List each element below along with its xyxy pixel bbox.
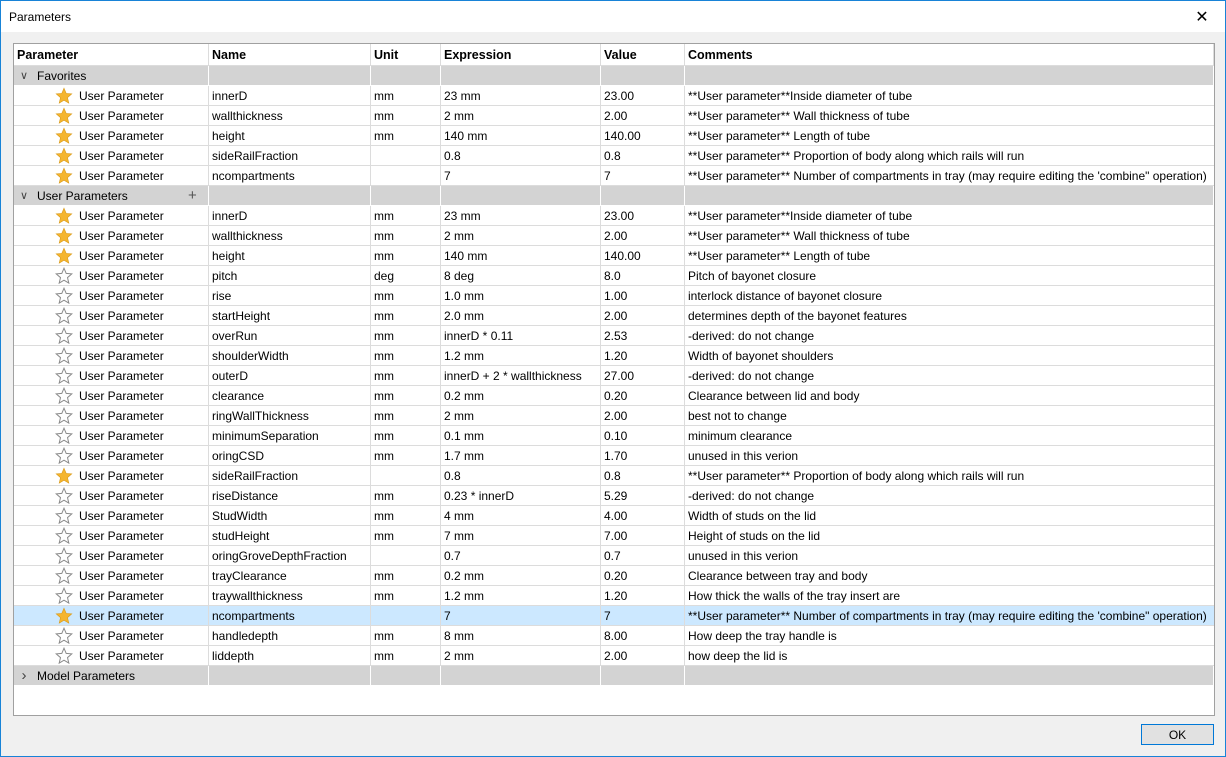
window-title: Parameters xyxy=(9,10,72,24)
unit-cell: mm xyxy=(371,346,441,366)
parameter-type: User Parameter xyxy=(79,469,164,483)
value-cell: 4.00 xyxy=(601,506,685,526)
group-empty-cell xyxy=(441,186,601,206)
parameter-cell xyxy=(14,626,209,646)
group-empty-cell xyxy=(209,666,371,686)
parameter-type: User Parameter xyxy=(79,149,164,163)
group-empty-cell xyxy=(685,666,1214,686)
group-row[interactable] xyxy=(14,66,1214,86)
column-header-unit[interactable]: Unit xyxy=(371,44,441,66)
group-empty-cell xyxy=(371,666,441,686)
expression-cell[interactable]: 7 mm xyxy=(441,526,601,546)
name-cell[interactable]: height xyxy=(209,126,371,146)
star-outline-icon[interactable] xyxy=(55,287,73,305)
expression-cell[interactable]: 0.2 mm xyxy=(441,566,601,586)
star-outline-icon[interactable] xyxy=(55,507,73,525)
parameter-cell xyxy=(14,106,209,126)
parameter-type: User Parameter xyxy=(79,369,164,383)
parameter-cell xyxy=(14,146,209,166)
name-cell[interactable]: minimumSeparation xyxy=(209,426,371,446)
value-cell: 0.8 xyxy=(601,466,685,486)
value-cell: 2.00 xyxy=(601,226,685,246)
parameter-cell xyxy=(14,506,209,526)
unit-cell: mm xyxy=(371,566,441,586)
parameter-cell xyxy=(14,606,209,626)
name-cell[interactable]: outerD xyxy=(209,366,371,386)
value-cell: 1.20 xyxy=(601,586,685,606)
parameter-cell xyxy=(14,306,209,326)
parameter-cell xyxy=(14,246,209,266)
unit-cell: mm xyxy=(371,326,441,346)
parameter-type: User Parameter xyxy=(79,609,164,623)
table-row[interactable] xyxy=(14,166,1214,186)
parameter-type: User Parameter xyxy=(79,389,164,403)
value-cell: 0.20 xyxy=(601,386,685,406)
parameter-type: User Parameter xyxy=(79,449,164,463)
group-label: User Parameters xyxy=(37,189,128,203)
expression-cell[interactable]: 1.7 mm xyxy=(441,446,601,466)
parameter-type: User Parameter xyxy=(79,229,164,243)
parameter-type: User Parameter xyxy=(79,209,164,223)
table-row[interactable] xyxy=(14,246,1214,266)
parameter-type: User Parameter xyxy=(79,589,164,603)
comment-cell[interactable]: how deep the lid is xyxy=(685,646,1214,666)
table-row[interactable] xyxy=(14,566,1214,586)
star-outline-icon[interactable] xyxy=(55,387,73,405)
expression-cell[interactable]: 2 mm xyxy=(441,226,601,246)
expression-cell[interactable]: 2 mm xyxy=(441,106,601,126)
star-outline-icon[interactable] xyxy=(55,347,73,365)
star-filled-icon[interactable] xyxy=(55,467,73,485)
star-filled-icon[interactable] xyxy=(55,107,73,125)
star-outline-icon[interactable] xyxy=(55,427,73,445)
column-header-name[interactable]: Name xyxy=(209,44,371,66)
comment-cell[interactable]: How thick the walls of the tray insert are xyxy=(685,586,1214,606)
value-cell: 7.00 xyxy=(601,526,685,546)
expression-cell[interactable]: 23 mm xyxy=(441,86,601,106)
parameter-cell xyxy=(14,166,209,186)
value-cell: 1.20 xyxy=(601,346,685,366)
comment-cell[interactable]: Height of studs on the lid xyxy=(685,526,1214,546)
comment-cell[interactable]: Width of studs on the lid xyxy=(685,506,1214,526)
expression-cell[interactable]: 1.2 mm xyxy=(441,346,601,366)
table-row[interactable] xyxy=(14,366,1214,386)
unit-cell: mm xyxy=(371,526,441,546)
group-empty-cell xyxy=(601,666,685,686)
star-outline-icon[interactable] xyxy=(55,407,73,425)
star-outline-icon[interactable] xyxy=(55,567,73,585)
parameter-type: User Parameter xyxy=(79,109,164,123)
value-cell: 1.70 xyxy=(601,446,685,466)
value-cell: 2.53 xyxy=(601,326,685,346)
ok-button[interactable]: OK xyxy=(1141,724,1214,745)
comment-cell[interactable]: **User parameter**Inside diameter of tube xyxy=(685,86,1214,106)
table-row[interactable] xyxy=(14,306,1214,326)
parameter-cell xyxy=(14,486,209,506)
group-empty-cell xyxy=(601,66,685,86)
parameter-type: User Parameter xyxy=(79,249,164,263)
comment-cell[interactable]: -derived: do not change xyxy=(685,486,1214,506)
table-row[interactable] xyxy=(14,106,1214,126)
comment-cell[interactable]: minimum clearance xyxy=(685,426,1214,446)
name-cell[interactable]: trayClearance xyxy=(209,566,371,586)
unit-cell xyxy=(371,546,441,566)
unit-cell: mm xyxy=(371,366,441,386)
unit-cell: mm xyxy=(371,386,441,406)
table-row[interactable] xyxy=(14,506,1214,526)
name-cell[interactable]: ncompartments xyxy=(209,166,371,186)
name-cell[interactable]: shoulderWidth xyxy=(209,346,371,366)
parameter-cell xyxy=(14,126,209,146)
group-empty-cell xyxy=(371,186,441,206)
expression-cell[interactable]: 1.2 mm xyxy=(441,586,601,606)
group-cell xyxy=(14,666,209,686)
group-empty-cell xyxy=(371,66,441,86)
star-outline-icon[interactable] xyxy=(55,367,73,385)
expression-cell[interactable]: innerD * 0.11 xyxy=(441,326,601,346)
unit-cell: mm xyxy=(371,446,441,466)
table-row[interactable] xyxy=(14,526,1214,546)
parameter-cell xyxy=(14,526,209,546)
expression-cell[interactable]: 0.7 xyxy=(441,546,601,566)
parameter-type: User Parameter xyxy=(79,569,164,583)
table-header xyxy=(14,44,1214,66)
name-cell[interactable]: innerD xyxy=(209,206,371,226)
group-cell xyxy=(14,66,209,86)
parameter-cell xyxy=(14,386,209,406)
name-cell[interactable]: pitch xyxy=(209,266,371,286)
star-filled-icon[interactable] xyxy=(55,607,73,625)
star-outline-icon[interactable] xyxy=(55,527,73,545)
star-filled-icon[interactable] xyxy=(55,227,73,245)
name-cell[interactable]: oringGroveDepthFraction xyxy=(209,546,371,566)
comment-cell[interactable]: determines depth of the bayonet features xyxy=(685,306,1214,326)
unit-cell: mm xyxy=(371,306,441,326)
star-outline-icon[interactable] xyxy=(55,267,73,285)
expression-cell[interactable]: 0.8 xyxy=(441,146,601,166)
comment-cell[interactable]: How deep the tray handle is xyxy=(685,626,1214,646)
parameter-type: User Parameter xyxy=(79,169,164,183)
group-empty-cell xyxy=(441,666,601,686)
unit-cell: mm xyxy=(371,206,441,226)
value-cell: 0.8 xyxy=(601,146,685,166)
unit-cell xyxy=(371,146,441,166)
value-cell: 8.00 xyxy=(601,626,685,646)
unit-cell: mm xyxy=(371,406,441,426)
comment-cell[interactable]: **User parameter** Length of tube xyxy=(685,246,1214,266)
name-cell[interactable]: sideRailFraction xyxy=(209,146,371,166)
table-row[interactable] xyxy=(14,426,1214,446)
name-cell[interactable]: riseDistance xyxy=(209,486,371,506)
parameter-cell xyxy=(14,586,209,606)
group-cell xyxy=(14,186,209,206)
unit-cell: mm xyxy=(371,246,441,266)
value-cell: 7 xyxy=(601,606,685,626)
comment-cell[interactable]: Clearance between tray and body xyxy=(685,566,1214,586)
name-cell[interactable]: studHeight xyxy=(209,526,371,546)
parameter-type: User Parameter xyxy=(79,629,164,643)
name-cell[interactable]: liddepth xyxy=(209,646,371,666)
star-outline-icon[interactable] xyxy=(55,327,73,345)
parameter-type: User Parameter xyxy=(79,269,164,283)
value-cell: 5.29 xyxy=(601,486,685,506)
unit-cell: mm xyxy=(371,226,441,246)
star-outline-icon[interactable] xyxy=(55,547,73,565)
table-row[interactable] xyxy=(14,286,1214,306)
unit-cell: mm xyxy=(371,486,441,506)
value-cell: 2.00 xyxy=(601,106,685,126)
value-cell: 0.7 xyxy=(601,546,685,566)
table-row[interactable] xyxy=(14,626,1214,646)
table-row[interactable] xyxy=(14,406,1214,426)
value-cell: 2.00 xyxy=(601,406,685,426)
star-outline-icon[interactable] xyxy=(55,627,73,645)
parameter-cell xyxy=(14,406,209,426)
unit-cell xyxy=(371,166,441,186)
comment-cell[interactable]: Clearance between lid and body xyxy=(685,386,1214,406)
parameter-type: User Parameter xyxy=(79,289,164,303)
value-cell: 23.00 xyxy=(601,86,685,106)
parameter-type: User Parameter xyxy=(79,429,164,443)
name-cell[interactable]: rise xyxy=(209,286,371,306)
parameter-cell xyxy=(14,366,209,386)
table-row[interactable] xyxy=(14,646,1214,666)
comment-cell[interactable]: -derived: do not change xyxy=(685,326,1214,346)
value-cell: 2.00 xyxy=(601,306,685,326)
parameter-cell xyxy=(14,326,209,346)
parameter-type: User Parameter xyxy=(79,409,164,423)
parameter-cell xyxy=(14,426,209,446)
expression-cell[interactable]: 23 mm xyxy=(441,206,601,226)
comment-cell[interactable]: interlock distance of bayonet closure xyxy=(685,286,1214,306)
expression-cell[interactable]: 0.1 mm xyxy=(441,426,601,446)
unit-cell: mm xyxy=(371,646,441,666)
title-bar xyxy=(1,1,1225,32)
name-cell[interactable]: ncompartments xyxy=(209,606,371,626)
table-row[interactable] xyxy=(14,546,1214,566)
unit-cell xyxy=(371,606,441,626)
value-cell: 2.00 xyxy=(601,646,685,666)
unit-cell: mm xyxy=(371,286,441,306)
expression-cell[interactable]: 2 mm xyxy=(441,406,601,426)
table-row[interactable] xyxy=(14,206,1214,226)
parameter-type: User Parameter xyxy=(79,309,164,323)
expression-cell[interactable]: 8 mm xyxy=(441,626,601,646)
name-cell[interactable]: wallthickness xyxy=(209,226,371,246)
parameter-type: User Parameter xyxy=(79,649,164,663)
star-filled-icon[interactable] xyxy=(55,87,73,105)
value-cell: 1.00 xyxy=(601,286,685,306)
group-row[interactable] xyxy=(14,186,1214,206)
unit-cell: mm xyxy=(371,506,441,526)
unit-cell: mm xyxy=(371,106,441,126)
expression-cell[interactable]: 140 mm xyxy=(441,246,601,266)
parameter-cell xyxy=(14,566,209,586)
unit-cell: deg xyxy=(371,266,441,286)
unit-cell xyxy=(371,466,441,486)
star-filled-icon[interactable] xyxy=(55,207,73,225)
expression-cell[interactable]: 0.8 xyxy=(441,466,601,486)
expression-cell[interactable]: 1.0 mm xyxy=(441,286,601,306)
value-cell: 0.20 xyxy=(601,566,685,586)
star-filled-icon[interactable] xyxy=(55,147,73,165)
expression-cell[interactable]: 2.0 mm xyxy=(441,306,601,326)
comment-cell[interactable]: -derived: do not change xyxy=(685,366,1214,386)
table-row[interactable] xyxy=(14,486,1214,506)
close-icon[interactable]: ✕ xyxy=(1195,8,1209,26)
parameter-cell xyxy=(14,286,209,306)
star-outline-icon[interactable] xyxy=(55,447,73,465)
comment-cell[interactable]: unused in this verion xyxy=(685,446,1214,466)
group-empty-cell xyxy=(685,66,1214,86)
name-cell[interactable]: innerD xyxy=(209,86,371,106)
parameter-type: User Parameter xyxy=(79,509,164,523)
parameter-cell xyxy=(14,226,209,246)
column-header-comments[interactable]: Comments xyxy=(685,44,1214,66)
chevron-down-icon[interactable]: ∨ xyxy=(19,190,29,202)
unit-cell: mm xyxy=(371,426,441,446)
comment-cell[interactable]: best not to change xyxy=(685,406,1214,426)
star-filled-icon[interactable] xyxy=(55,247,73,265)
star-outline-icon[interactable] xyxy=(55,487,73,505)
name-cell[interactable]: ringWallThickness xyxy=(209,406,371,426)
expression-cell[interactable]: 4 mm xyxy=(441,506,601,526)
comment-cell[interactable]: **User parameter** Proportion of body along which rails will run xyxy=(685,466,1214,486)
parameter-type: User Parameter xyxy=(79,349,164,363)
table-row[interactable] xyxy=(14,466,1214,486)
group-empty-cell xyxy=(685,186,1214,206)
comment-cell[interactable]: Pitch of bayonet closure xyxy=(685,266,1214,286)
star-filled-icon[interactable] xyxy=(55,127,73,145)
parameter-cell xyxy=(14,546,209,566)
expression-cell[interactable]: 7 xyxy=(441,166,601,186)
parameter-type: User Parameter xyxy=(79,89,164,103)
star-outline-icon[interactable] xyxy=(55,647,73,665)
comment-cell[interactable]: **User parameter** Number of compartments in tray (may require editing the 'combine" operation) xyxy=(685,606,1214,626)
name-cell[interactable]: oringCSD xyxy=(209,446,371,466)
comment-cell[interactable]: **User parameter**Inside diameter of tube xyxy=(685,206,1214,226)
name-cell[interactable]: clearance xyxy=(209,386,371,406)
comment-cell[interactable]: **User parameter** Wall thickness of tube xyxy=(685,226,1214,246)
parameter-cell xyxy=(14,266,209,286)
name-cell[interactable]: overRun xyxy=(209,326,371,346)
group-empty-cell xyxy=(209,66,371,86)
unit-cell: mm xyxy=(371,626,441,646)
chevron-down-icon[interactable]: ∨ xyxy=(19,70,29,82)
value-cell: 140.00 xyxy=(601,246,685,266)
table-row[interactable] xyxy=(14,226,1214,246)
expression-cell[interactable]: 140 mm xyxy=(441,126,601,146)
expression-cell[interactable]: 0.2 mm xyxy=(441,386,601,406)
parameter-cell xyxy=(14,446,209,466)
add-icon[interactable]: + xyxy=(188,187,197,204)
name-cell[interactable]: traywallthickness xyxy=(209,586,371,606)
expression-cell[interactable]: 2 mm xyxy=(441,646,601,666)
value-cell: 7 xyxy=(601,166,685,186)
group-empty-cell xyxy=(601,186,685,206)
parameter-type: User Parameter xyxy=(79,549,164,563)
comment-cell[interactable]: **User parameter** Length of tube xyxy=(685,126,1214,146)
value-cell: 23.00 xyxy=(601,206,685,226)
group-empty-cell xyxy=(209,186,371,206)
unit-cell: mm xyxy=(371,86,441,106)
group-label: Favorites xyxy=(37,69,87,83)
parameter-type: User Parameter xyxy=(79,529,164,543)
table-row[interactable] xyxy=(14,326,1214,346)
table-row[interactable] xyxy=(14,346,1214,366)
expression-cell[interactable]: 0.23 * innerD xyxy=(441,486,601,506)
expression-cell[interactable]: 7 xyxy=(441,606,601,626)
name-cell[interactable]: wallthickness xyxy=(209,106,371,126)
table-row[interactable] xyxy=(14,86,1214,106)
table-row[interactable] xyxy=(14,586,1214,606)
parameter-cell xyxy=(14,466,209,486)
comment-cell[interactable]: **User parameter** Number of compartments in tray (may require editing the 'combine" operation) xyxy=(685,166,1214,186)
parameter-cell xyxy=(14,646,209,666)
unit-cell: mm xyxy=(371,126,441,146)
column-header-parameter[interactable]: Parameter xyxy=(14,44,209,66)
expression-cell[interactable]: innerD + 2 * wallthickness xyxy=(441,366,601,386)
name-cell[interactable]: handledepth xyxy=(209,626,371,646)
table-row[interactable] xyxy=(14,606,1214,626)
star-outline-icon[interactable] xyxy=(55,307,73,325)
comment-cell[interactable]: **User parameter** Proportion of body along which rails will run xyxy=(685,146,1214,166)
comment-cell[interactable]: **User parameter** Wall thickness of tube xyxy=(685,106,1214,126)
chevron-right-icon[interactable]: › xyxy=(21,667,27,684)
column-header-expression[interactable]: Expression xyxy=(441,44,601,66)
expression-cell[interactable]: 8 deg xyxy=(441,266,601,286)
star-outline-icon[interactable] xyxy=(55,587,73,605)
comment-cell[interactable]: Width of bayonet shoulders xyxy=(685,346,1214,366)
name-cell[interactable]: StudWidth xyxy=(209,506,371,526)
value-cell: 8.0 xyxy=(601,266,685,286)
table-row[interactable] xyxy=(14,446,1214,466)
group-row[interactable] xyxy=(14,666,1214,686)
column-header-value[interactable]: Value xyxy=(601,44,685,66)
parameter-cell xyxy=(14,86,209,106)
name-cell[interactable]: sideRailFraction xyxy=(209,466,371,486)
name-cell[interactable]: startHeight xyxy=(209,306,371,326)
table-row[interactable] xyxy=(14,126,1214,146)
table-row[interactable] xyxy=(14,386,1214,406)
unit-cell: mm xyxy=(371,586,441,606)
parameter-cell xyxy=(14,346,209,366)
value-cell: 0.10 xyxy=(601,426,685,446)
parameter-type: User Parameter xyxy=(79,129,164,143)
table-row[interactable] xyxy=(14,146,1214,166)
group-empty-cell xyxy=(441,66,601,86)
name-cell[interactable]: height xyxy=(209,246,371,266)
table-row[interactable] xyxy=(14,266,1214,286)
comment-cell[interactable]: unused in this verion xyxy=(685,546,1214,566)
value-cell: 27.00 xyxy=(601,366,685,386)
parameter-type: User Parameter xyxy=(79,329,164,343)
parameter-cell xyxy=(14,206,209,226)
star-filled-icon[interactable] xyxy=(55,167,73,185)
group-label: Model Parameters xyxy=(37,669,136,683)
parameter-type: User Parameter xyxy=(79,489,164,503)
parameters-table[interactable] xyxy=(13,43,1215,716)
value-cell: 140.00 xyxy=(601,126,685,146)
